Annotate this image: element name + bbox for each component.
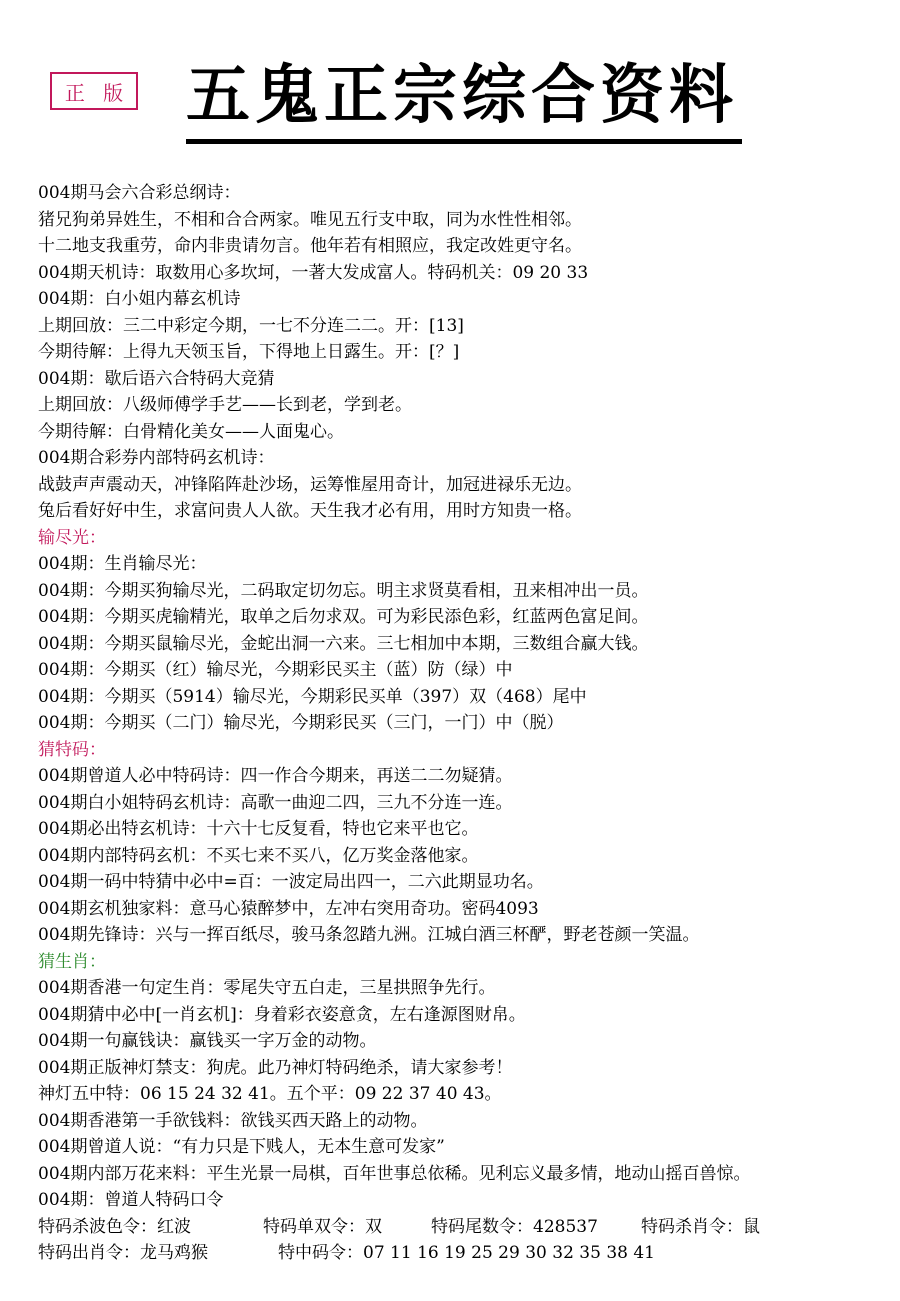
text-line: 004期曾道人说：“有力只是下贱人，无本生意可发家”	[38, 1137, 445, 1157]
text-line: 战鼓声声震动天，冲锋陷阵赴沙场，运筹惟屋用奇计，加冠进禄乐无边。	[38, 474, 582, 495]
text-line: 004期一码中特猜中必中=百：一波定局出四一，二六此期显功名。	[38, 872, 544, 892]
text-line: 004期先锋诗：兴与一挥百纸尽，骏马条忽踏九洲。江城白酒三杯酽，野老苍颜一笑温。	[38, 925, 700, 945]
section-heading-guess-code: 猜特码：	[38, 739, 106, 760]
title-underline	[186, 139, 742, 144]
text-line: 004期合彩券内部特码玄机诗：	[38, 448, 275, 468]
text-line: 004期曾道人必中特码诗：四一作合今期来，再送二二勿疑猜。	[38, 766, 513, 786]
text-line: 004期内部万花来料：平生光景一局棋，百年世事总依稀。见利忘义最多情，地动山摇百兽惊。	[38, 1163, 751, 1184]
document-body	[38, 180, 888, 1267]
text-line: 004期必出特玄机诗：十六十七反复看，特也它来平也它。	[38, 819, 479, 839]
section-heading-lose: 输尽光：	[38, 527, 106, 548]
command-row-2	[38, 1240, 888, 1267]
text-line: 上期回放：八级师傅学手艺——长到老，学到老。	[38, 395, 412, 415]
text-line: 004期：歇后语六合特码大竞猜	[38, 368, 275, 389]
text-line: 004期：今期买（二门）输尽光，今期彩民买（三门，一门）中（脱）	[38, 713, 564, 733]
text-line: 004期：白小姐内幕玄机诗	[38, 289, 241, 309]
text-line: 004期正版神灯禁支：狗虎。此乃神灯特码绝杀，请大家参考！	[38, 1057, 513, 1078]
page-title: 五鬼正宗综合资料	[186, 58, 738, 133]
text-line: 004期：生肖输尽光：	[38, 554, 207, 574]
text-line: 004期香港一句定生肖：零尾失守五白走，三星拱照争先行。	[38, 978, 496, 998]
text-line: 十二地支我重劳，命内非贵请勿言。他年若有相照应，我定改姓更守名。	[38, 236, 582, 256]
text-line: 猪兄狗弟异姓生，不相和合合两家。唯见五行支中取，同为水性性相邻。	[38, 209, 582, 230]
text-line: 004期：今期买（5914）输尽光，今期彩民买单（397）双（468）尾中	[38, 686, 587, 707]
text-line: 兔后看好好中生，求富问贵人人欲。天生我才必有用，用时方知贵一格。	[38, 501, 582, 521]
text-line: 004期：今期买鼠输尽光，金蛇出洞一六来。三七相加中本期，三数组合赢大钱。	[38, 633, 649, 654]
text-line: 004期香港第一手欲钱料：欲钱买西天路上的动物。	[38, 1110, 428, 1131]
text-line: 004期：今期买狗输尽光，二码取定切勿忘。明主求贤莫看相，丑来相冲出一员。	[38, 580, 649, 601]
text-line: 004期：曾道人特码口令	[38, 1190, 224, 1210]
command-kill-color: 特码杀波色令：红波	[38, 1216, 191, 1237]
text-line: 004期一句赢钱诀：赢钱买一字万金的动物。	[38, 1031, 377, 1051]
version-badge: 正 版	[50, 72, 138, 110]
text-line: 004期马会六合彩总纲诗：	[38, 183, 241, 203]
text-line: 今期待解：白骨精化美女——人面鬼心。	[38, 421, 344, 442]
command-kill-zodiac: 特码杀肖令：鼠	[641, 1216, 760, 1237]
text-line: 神灯五中特：06 15 24 32 41。五个平：09 22 37 40 43。	[38, 1084, 502, 1104]
text-line: 004期：今期买（红）输尽光，今期彩民买主（蓝）防（绿）中	[38, 660, 513, 680]
text-line: 上期回放：三二中彩定今期，一七不分连二二。开：[13]	[38, 315, 464, 336]
text-line: 004期白小姐特码玄机诗：高歌一曲迎二四，三九不分连一连。	[38, 792, 513, 813]
command-out-zodiac: 特码出肖令：龙马鸡猴	[38, 1243, 208, 1263]
command-odd-even: 特码单双令：双	[263, 1216, 382, 1237]
text-line: 004期玄机独家料：意马心猿醉梦中，左冲右突用奇功。密码4093	[38, 898, 539, 919]
command-row-1	[38, 1214, 888, 1241]
section-heading-guess-zodiac: 猜生肖：	[38, 951, 106, 972]
command-special-codes: 特中码令：07 11 16 19 25 29 30 32 35 38 41	[278, 1243, 655, 1263]
text-line: 今期待解：上得九天领玉旨，下得地上日露生。开：[？]	[38, 342, 460, 362]
text-line: 004期天机诗：取数用心多坎坷，一著大发成富人。特码机关：09 20 33	[38, 262, 589, 283]
text-line: 004期猜中必中[一肖玄机]：身着彩衣姿意贪，左右逢源图财帛。	[38, 1004, 526, 1025]
text-line: 004期内部特码玄机：不买七来不买八，亿万奖金落他家。	[38, 845, 479, 866]
command-tail-numbers: 特码尾数令：428537	[431, 1216, 598, 1237]
text-line: 004期：今期买虎输精光，取单之后勿求双。可为彩民添色彩，红蓝两色富足间。	[38, 607, 649, 627]
